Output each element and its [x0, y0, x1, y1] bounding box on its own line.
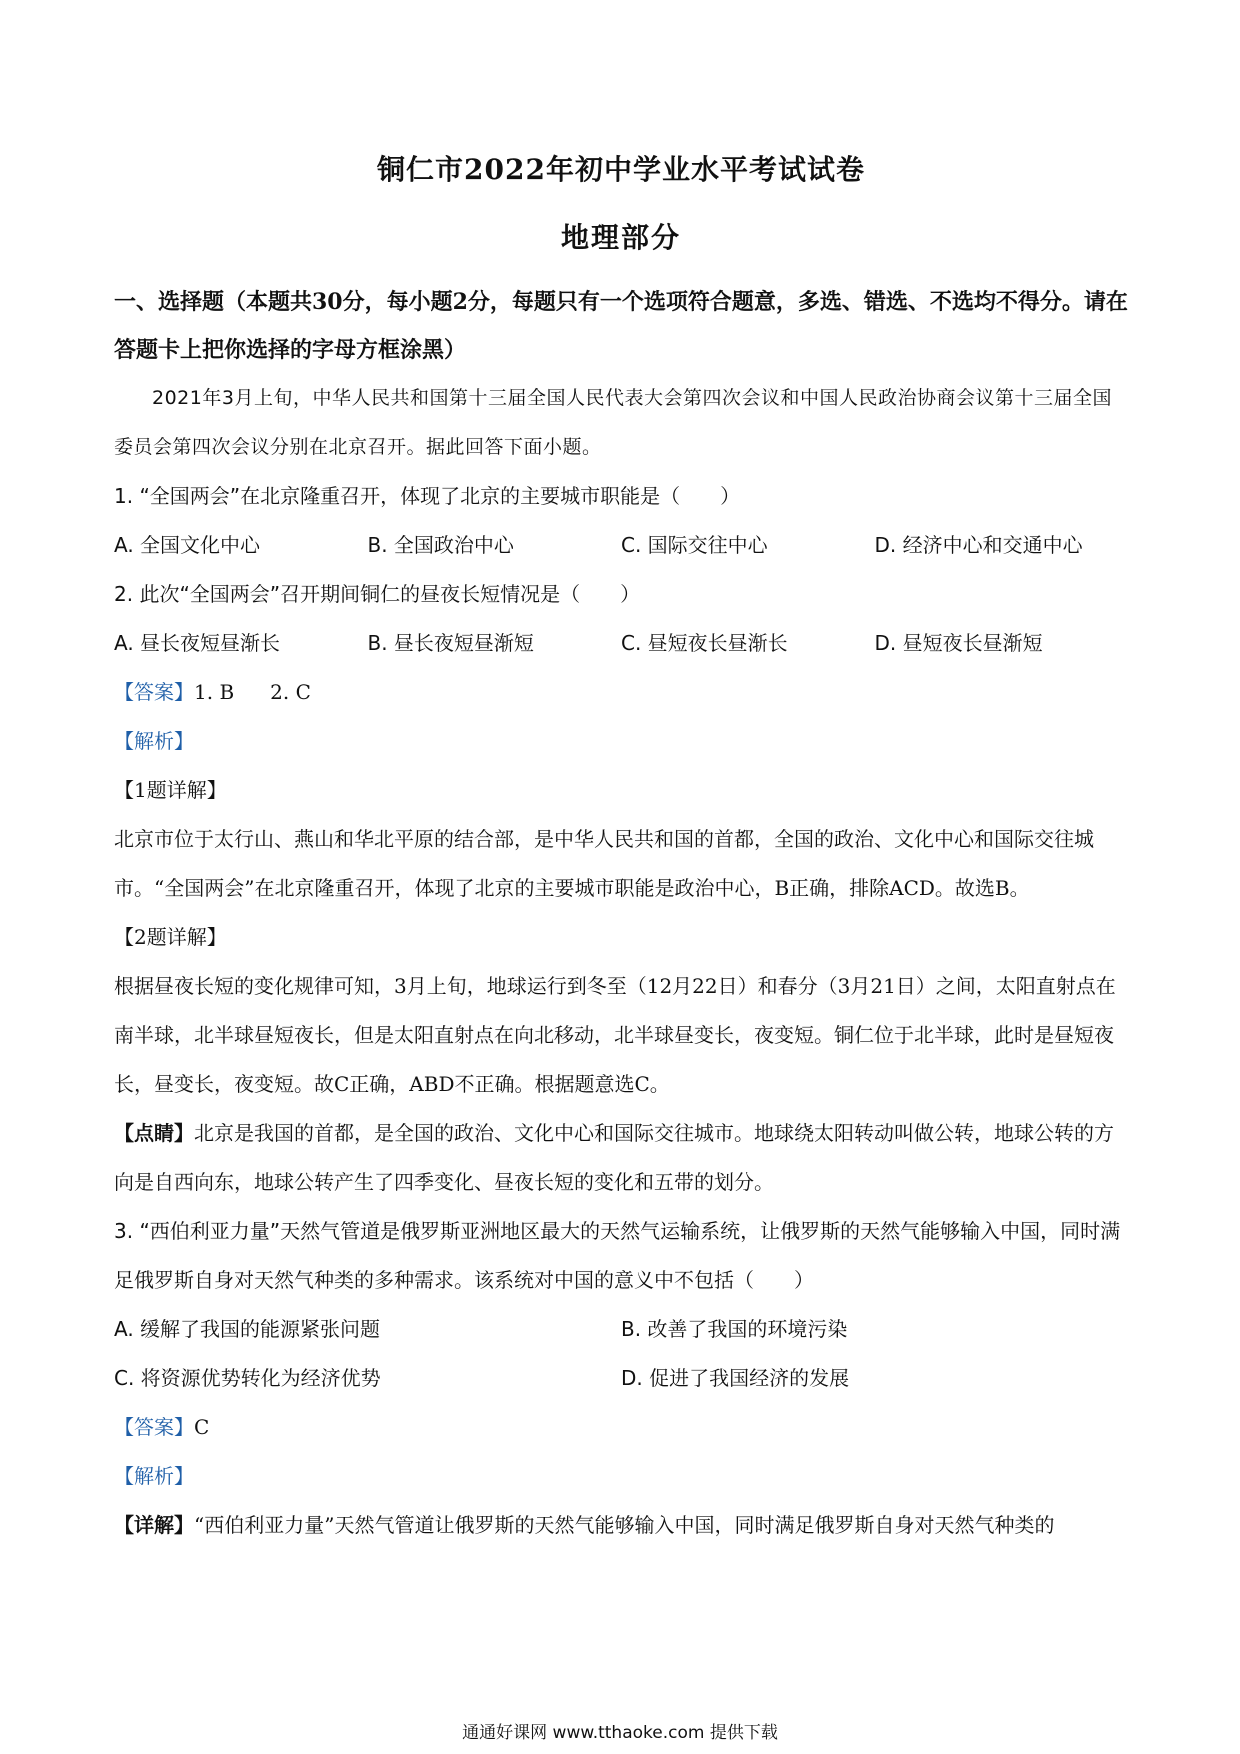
answer-3: C	[194, 1415, 210, 1439]
analysis-row-3	[114, 1452, 1128, 1501]
detail-2-heading: 【2题详解】	[114, 925, 227, 949]
detail-3-paragraph	[114, 1501, 1128, 1550]
tip-paragraph	[114, 1109, 1128, 1207]
answer-label-3: 【答案】	[114, 1415, 194, 1439]
question-1-option-a: A. 全国文化中心	[114, 533, 261, 557]
answer-label: 【答案】	[114, 680, 194, 704]
tip-text: 北京是我国的首都，是全国的政治、文化中心和国际交往城市。地球绕太阳转动叫做公转，地球公转的方向是自西向东，地球公转产生了四季变化、昼夜长短的变化和五带的划分。	[114, 1121, 1114, 1194]
answer-1: 1. B	[194, 680, 235, 704]
question-1-option-d: D. 经济中心和交通中心	[874, 533, 1083, 557]
question-3-options-row-2	[114, 1354, 1128, 1403]
detail-3-label: 【详解】	[114, 1513, 194, 1537]
question-2-stem: 2. 此次“全国两会”召开期间铜仁的昼夜长短情况是（ ）	[114, 582, 641, 606]
page-title: 铜仁市2022年初中学业水平考试试卷	[377, 153, 865, 186]
question-2-option-c: C. 昼短夜长昼渐长	[621, 631, 788, 655]
question-1-options	[114, 521, 1128, 570]
question-2-option-b: B. 昼长夜短昼渐短	[367, 631, 534, 655]
question-3-option-d: D. 促进了我国经济的发展	[621, 1366, 850, 1390]
page-content	[114, 150, 1128, 1550]
detail-3-text: “西伯利亚力量”天然气管道让俄罗斯的天然气能够输入中国，同时满足俄罗斯自身对天然气种类的	[194, 1513, 1055, 1537]
question-3-options-row-1	[114, 1305, 1128, 1354]
question-2-option-d: D. 昼短夜长昼渐短	[874, 631, 1043, 655]
question-3-stem: 3. “西伯利亚力量”天然气管道是俄罗斯亚洲地区最大的天然气运输系统，让俄罗斯的天然气能够输入中国，同时满足俄罗斯自身对天然气种类的多种需求。该系统对中国的意义中不包括（ ）	[114, 1219, 1121, 1292]
answer-2: 2. C	[270, 680, 311, 704]
analysis-row-1-2	[114, 717, 1128, 766]
answer-row-1-2	[114, 668, 1128, 717]
question-2-options	[114, 619, 1128, 668]
page-subtitle: 地理部分	[560, 221, 681, 254]
question-3-option-c: C. 将资源优势转化为经济优势	[114, 1366, 381, 1390]
question-3-option-b: B. 改善了我国的环境污染	[621, 1317, 848, 1341]
section-heading: 一、选择题（本题共30分，每小题2分，每题只有一个选项符合题意，多选、错选、不选均不得分。请在答题卡上把你选择的字母方框涂黑）	[114, 289, 1128, 363]
question-2-option-a: A. 昼长夜短昼渐长	[114, 631, 281, 655]
tip-label: 【点睛】	[114, 1121, 194, 1145]
page-footer: 通通好课网 www.tthaoke.com 提供下载	[462, 1723, 778, 1743]
question-1-option-b: B. 全国政治中心	[367, 533, 514, 557]
intro-paragraph: 2021年3月上旬，中华人民共和国第十三届全国人民代表大会第四次会议和中国人民政治协商会议第十三届全国委员会第四次会议分别在北京召开。据此回答下面小题。	[114, 387, 1112, 458]
question-1-option-c: C. 国际交往中心	[621, 533, 768, 557]
detail-1-heading: 【1题详解】	[114, 778, 227, 802]
answer-row-3	[114, 1403, 1128, 1452]
analysis-label-3: 【解析】	[114, 1464, 194, 1488]
analysis-label: 【解析】	[114, 729, 194, 753]
question-1-stem: 1. “全国两会”在北京隆重召开，体现了北京的主要城市职能是（ ）	[114, 484, 741, 508]
detail-2-text: 根据昼夜长短的变化规律可知，3月上旬，地球运行到冬至（12月22日）和春分（3月21日）之间，太阳直射点在南半球，北半球昼短夜长，但是太阳直射点在向北移动，北半球昼变长，夜变短。铜仁位于北半球，此时是昼短夜长，昼变长，夜变短。故C正确，ABD不正确。根据题意选C。	[114, 974, 1116, 1096]
detail-1-text: 北京市位于太行山、燕山和华北平原的结合部，是中华人民共和国的首都，全国的政治、文化中心和国际交往城市。“全国两会”在北京隆重召开，体现了北京的主要城市职能是政治中心，B正确，排除ACD。故选B。	[114, 827, 1094, 900]
question-3-option-a: A. 缓解了我国的能源紧张问题	[114, 1317, 381, 1341]
